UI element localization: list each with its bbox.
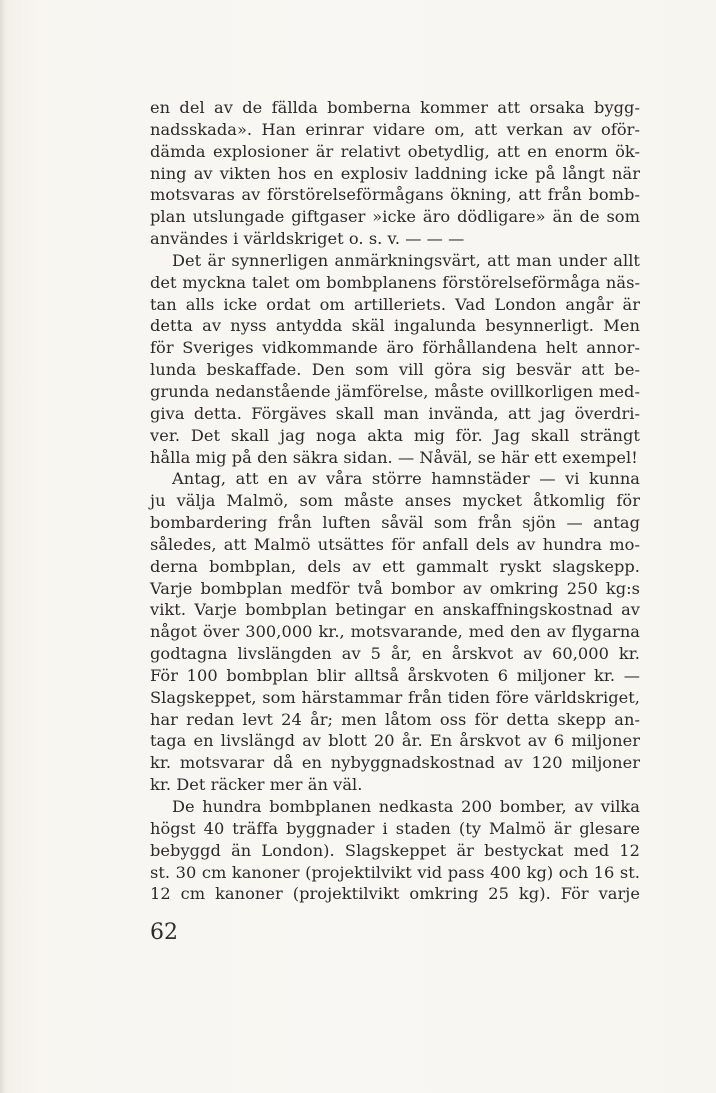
- text-line: kr. motsvarar då en nybyggnadskostnad av 120 miljoner: [150, 753, 640, 773]
- text-line: motsvaras av förstörelseförmågans ökning, att från bomb-: [150, 185, 640, 205]
- text-line: högst 40 träffa byggnader i staden (ty Malmö är glesare: [150, 818, 640, 838]
- text-line: det myckna talet om bombplanens förstörelseförmåga näs-: [150, 272, 640, 292]
- page-edge-shadow: [0, 0, 6, 1093]
- text-line: för Sveriges vidkommande äro förhållandena helt annor-: [150, 338, 640, 358]
- text-line: derna bombplan, dels av ett gammalt ryskt slagskepp.: [150, 556, 640, 576]
- text-line: För 100 bombplan blir alltså årskvoten 6 miljoner kr. —: [150, 665, 640, 685]
- text-line: Antag, att en av våra större hamnstäder — vi kunna: [172, 469, 640, 489]
- text-line: ju välja Malmö, som måste anses mycket åtkomlig för: [150, 491, 640, 511]
- text-line: giva detta. Förgäves skall man invända, att jag överdri-: [150, 403, 640, 423]
- text-line: kr. Det räcker mer än väl.: [150, 775, 363, 795]
- text-line: en del av de fällda bomberna kommer att orsaka bygg-: [150, 98, 640, 117]
- text-line: något över 300,000 kr., motsvarande, med den av flygarna: [150, 622, 640, 642]
- text-line: har redan levt 24 år; men låtom oss för detta skepp an-: [150, 709, 640, 729]
- text-line: De hundra bombplanen nedkasta 200 bomber, av vilka: [172, 797, 640, 816]
- text-line: st. 30 cm kanoner (projektilvikt vid pass 400 kg) och 16 st.: [150, 862, 640, 882]
- text-line: Det är synnerligen anmärkningsvärt, att man under allt: [172, 250, 640, 270]
- text-line: godtagna livslängden av 5 år, en årskvot av 60,000 kr.: [150, 644, 640, 664]
- text-line: plan utslungade giftgaser »icke äro dödligare» än de som: [150, 207, 640, 227]
- text-line: Slagskeppet, som härstammar från tiden före världskriget,: [150, 687, 640, 707]
- text-line: bombardering från luften såväl som från sjön — antag: [150, 513, 640, 533]
- body-text: [150, 97, 640, 905]
- text-line: nadsskada». Han erinrar vidare om, att verkan av oför-: [150, 119, 640, 139]
- text-line: tan alls icke ordat om artilleriets. Vad London angår är: [150, 294, 640, 314]
- text-line: hålla mig på den säkra sidan. — Nåväl, se här ett exempel!: [150, 447, 638, 467]
- text-line: ver. Det skall jag noga akta mig för. Jag skall strängt: [150, 425, 640, 445]
- text-line: taga en livslängd av blott 20 år. En årskvot av 6 miljoner: [150, 731, 640, 751]
- text-line: dämda explosioner är relativt obetydlig, att en enorm ök-: [150, 141, 640, 161]
- text-line: ning av vikten hos en explosiv laddning icke på långt när: [150, 163, 640, 183]
- text-line: vikt. Varje bombplan betingar en anskaffningskostnad av: [150, 600, 640, 620]
- text-line: detta av nyss antydda skäl ingalunda besynnerligt. Men: [150, 316, 640, 336]
- text-line: grunda nedanstående jämförelse, måste ovillkorligen med-: [150, 381, 640, 401]
- text-line: 12 cm kanoner (projektilvikt omkring 25 kg). För varje: [150, 884, 640, 904]
- text-line: Varje bombplan medför två bombor av omkring 250 kg:s: [150, 578, 640, 598]
- text-line: användes i världskriget o. s. v. — — —: [150, 229, 465, 249]
- text-line: bebyggd än London). Slagskeppet är bestyckat med 12: [150, 840, 640, 860]
- text-line: lunda beskaffade. Den som vill göra sig besvär att be-: [150, 360, 640, 380]
- page-number: 62: [150, 920, 178, 945]
- text-line: således, att Malmö utsättes för anfall dels av hundra mo-: [150, 534, 640, 554]
